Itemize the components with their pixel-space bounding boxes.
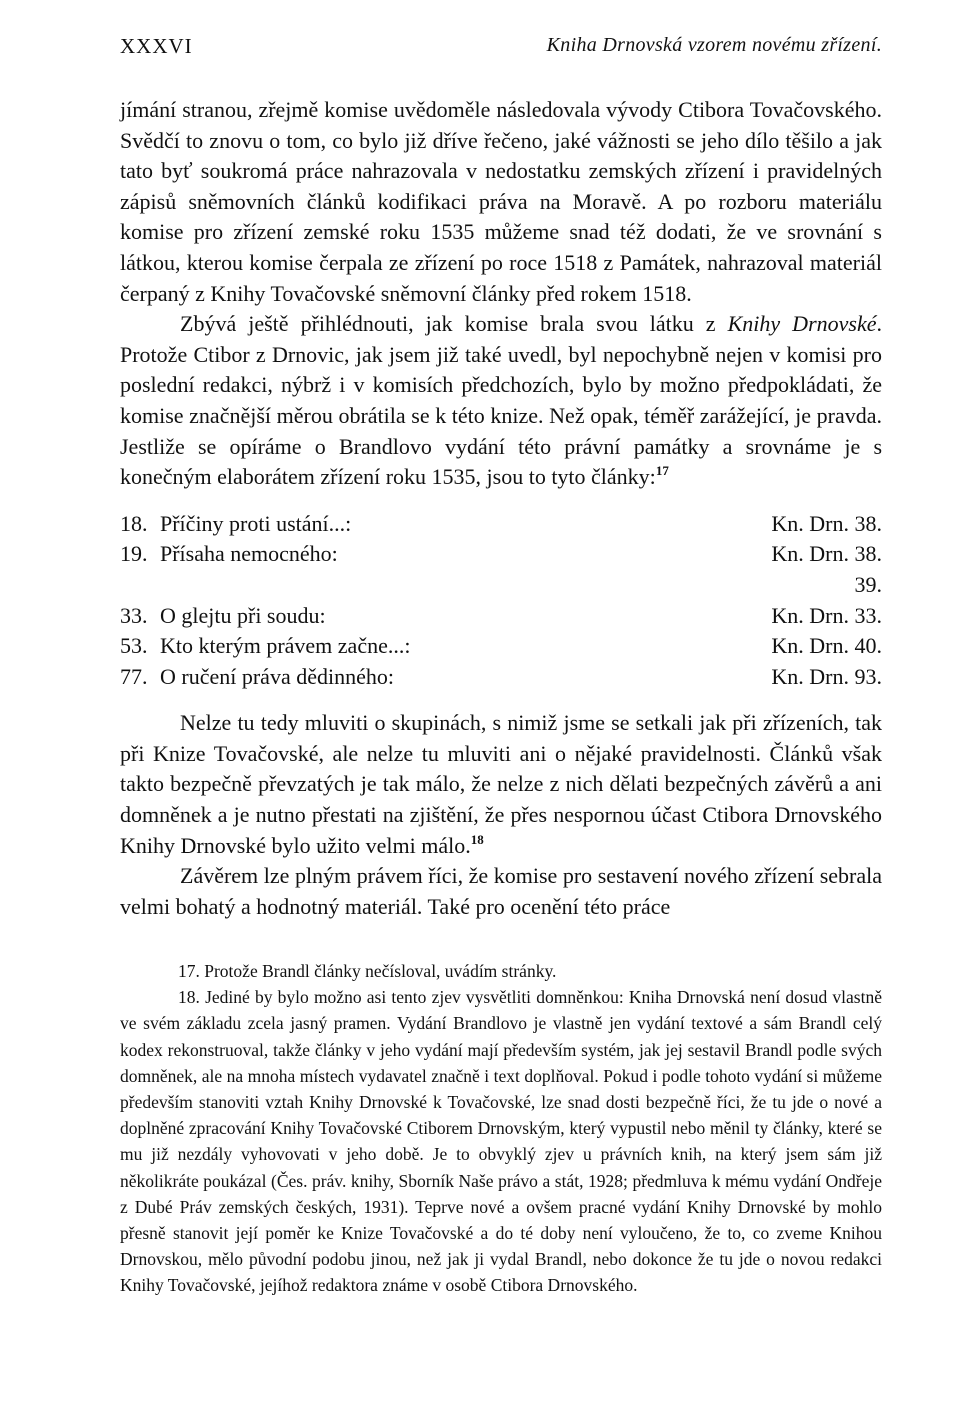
- source-reference: Kn. Drn. 38.: [771, 541, 882, 567]
- footnote-18: 18. Jediné by bylo možno asi tento zjev vysvětliti domněnkou: Kniha Drnovská není dosud vlastně ve svém základu zcela jasný pramen. Vydání Brandlovo je vlastně jen vydání textové a sám Brandl celý kodex rekonstruoval, takže články v jeho vydání mají především systém, jak jej sestavil Brandl podle svých domněnek, ale na mnoha místech vydavatel značně i text doplňoval. Pokud i podle tohoto vydání si můžeme především stanoviti vztah Knihy Drnovské k Tovačovské, lze snad dosti bezpečně říci, že tu jde o nové a doplněné zpracování Knihy Tovačovské Ctiborem Drnovským, který vypustil nebo měnil ty články, které se mu již nezdály vyhovovati v jeho době. Je to obvyklý zjev u právních knih, na který jsem sám již několikráte poukázal (Čes. práv. knihy, Sborník Naše právo a stát, 1928; předmluva k mému vydání Ondřeje z Dubé Práv zemských českých, 1931). Teprve nové a ovšem pracné vydání Knihy Drnovské by mohlo přesně stanovit její poměr ke Knize Tovačovské a do té doby není vyloučeno, že to, co zveme Knihou Drnovskou, mělo původní podobu jinou, než jak ji vydal Brandl, nebo dokonce že tu jde o novou redakci Knihy Tovačovské, jejíhož redaktora známe v osobě Ctibora Drnovského.: [120, 987, 882, 1296]
- article-title: Přísaha nemocného:: [160, 541, 338, 567]
- source-reference: 39.: [854, 571, 882, 597]
- comparison-row: [120, 631, 882, 662]
- footnote-ref-18: 18: [470, 831, 484, 847]
- article-title: Příčiny proti ustání...:: [160, 510, 352, 536]
- paragraph-4: [120, 861, 882, 922]
- article-title: O ručení práva dědinného:: [160, 663, 394, 689]
- body-text: [120, 95, 882, 922]
- paragraph-2-text-a: Zbývá ještě přihlédnouti, jak komise brala svou látku z: [180, 311, 728, 337]
- paragraph-3-text: Nelze tu tedy mluviti o skupinách, s nimiž jsme se setkali jak při zřízeních, tak při Knize Tovačovské, ale nelze tu mluviti ani o nějaké pravidelnosti. Článků však takto bezpečně převzatých je tak málo, že nelze z nich dělati bezpečných závěrů a ani domněnek a je nutno přestati na zjištění, že přes nespornou účast Ctibora Drnovského Knihy Drnovské bylo užito velmi málo.: [120, 710, 882, 858]
- article-title: O glejtu při soudu:: [160, 602, 326, 628]
- footnotes: [120, 958, 882, 1299]
- comparison-row: [120, 539, 882, 570]
- article-number: 19.: [120, 541, 148, 567]
- source-reference: Kn. Drn. 38.: [771, 510, 882, 536]
- source-reference: Kn. Drn. 93.: [771, 663, 882, 689]
- paragraph-3: [120, 708, 882, 861]
- source-reference: Kn. Drn. 40.: [771, 633, 882, 659]
- paragraph-4-text: Závěrem lze plným právem říci, že komise pro sestavení nového zřízení sebrala velmi bohatý a hodnotný materiál. Také pro ocenění této práce: [120, 863, 882, 919]
- comparison-row: [120, 662, 882, 693]
- paragraph-2: [120, 309, 882, 493]
- running-title: Kniha Drnovská vzorem novému zřízení.: [546, 34, 882, 56]
- article-comparison-list: [120, 509, 882, 693]
- page-number: XXXVI: [120, 34, 193, 58]
- source-reference: Kn. Drn. 33.: [771, 602, 882, 628]
- article-number: 77.: [120, 663, 148, 689]
- footnote-ref-17: 17: [655, 463, 669, 479]
- article-title: [160, 570, 742, 601]
- paragraph-1-text: jímání stranou, zřejmě komise uvědoměle následovala vývody Ctibora Tovačovského. Svědčí to znovu o tom, co bylo již dříve řečeno, jaké vážnosti se jeho dílo těšilo a jak tato byť soukromá práce nahrazovala v nedostatku zemských zřízení i pravidelných zápisů sněmovních článků kodifikaci práva na Moravě. A po rozboru materiálu komise pro zřízení zemské roku 1535 můžeme snad též dodati, že ve srovnání s látkou, kterou komise čerpala ze zřízení po roce 1518 z Památek, nahrazoval materiál čerpaný z Knihy Tovačovské sněmovní články před rokem 1518.: [120, 97, 882, 306]
- footnote-17: 17. Protože Brandl články nečísloval, uvádím stránky.: [178, 961, 557, 981]
- comparison-row: [120, 570, 882, 601]
- comparison-row: [120, 601, 882, 632]
- paragraph-2-text-b: . Protože Ctibor z Drnovic, jak jsem již také uvedl, byl nepochybně nejen v komisi pro poslední redakci, nýbrž i v komisích předchozích, bylo by možno předpokládati, že komise značnější měrou obrátila se k této knize. Než opak, téměř zarážející, je pravda. Jestliže se opíráme o Brandlovo vydání této právní památky a srovnáme je s konečným elaborátem zřízení roku 1535, jsou to tyto články:: [120, 311, 882, 490]
- article-number: [120, 570, 160, 601]
- comparison-row: [120, 509, 882, 540]
- paragraph-1: [120, 95, 882, 309]
- book-title-italic: Knihy Drnovské: [727, 311, 877, 337]
- article-number: 18.: [120, 510, 148, 536]
- article-number: 33.: [120, 602, 148, 628]
- article-number: 53.: [120, 633, 148, 659]
- page-header: [120, 34, 882, 64]
- article-title: Kto kterým právem začne...:: [160, 633, 411, 659]
